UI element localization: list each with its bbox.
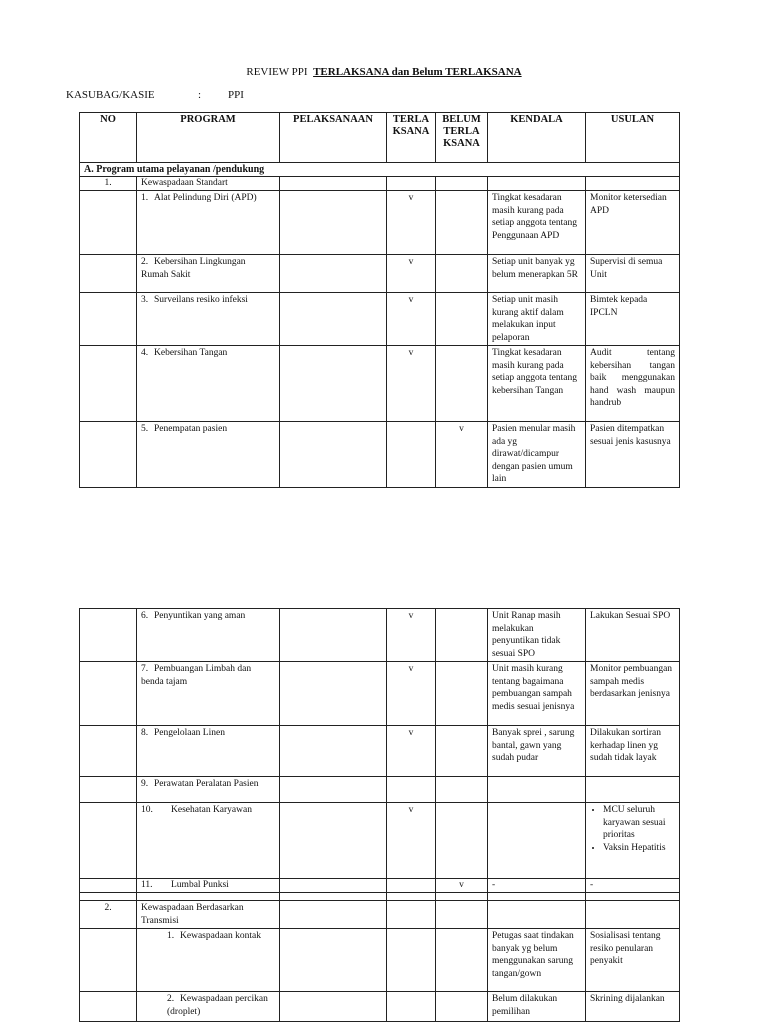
group1-no: 1. bbox=[80, 177, 137, 191]
row-program: Alat Pelindung Diri (APD) bbox=[154, 193, 257, 203]
row-terlaksana: v bbox=[387, 726, 436, 777]
row-kendala bbox=[488, 777, 586, 803]
row-program: Penyuntikan yang aman bbox=[154, 611, 246, 621]
table-row bbox=[80, 803, 680, 879]
row-program: Perawatan Peralatan Pasien bbox=[154, 779, 259, 789]
row-number: 1. bbox=[167, 931, 175, 941]
table-row bbox=[80, 879, 680, 893]
spacer-row bbox=[80, 893, 680, 901]
document-title bbox=[0, 66, 768, 78]
row-number: 1. bbox=[141, 193, 149, 203]
col-header-no: NO bbox=[80, 113, 137, 163]
row-program: Kebersihan Lingkungan Rumah Sakit bbox=[141, 257, 246, 280]
row-usulan bbox=[586, 777, 680, 803]
row-usulan: - bbox=[586, 879, 680, 893]
row-program: Pembuangan Limbah dan benda tajam bbox=[141, 664, 252, 687]
row-number: 2. bbox=[167, 994, 175, 1004]
table-row bbox=[80, 293, 680, 346]
usulan-bullet: • MCU seluruh karyawan sesuai prioritas bbox=[603, 804, 675, 842]
row-belum bbox=[436, 726, 488, 777]
row-terlaksana bbox=[387, 422, 436, 488]
row-terlaksana bbox=[387, 777, 436, 803]
row-kendala: Setiap unit banyak yg belum menerapkan 5R bbox=[488, 255, 586, 293]
group1-label: Kewaspadaan Standart bbox=[137, 177, 280, 191]
row-kendala: Unit Ranap masih melakukan penyuntikan tidak sesuai SPO bbox=[488, 609, 586, 662]
row-terlaksana: v bbox=[387, 609, 436, 662]
row-number: 11. bbox=[141, 880, 153, 890]
table-row bbox=[80, 929, 680, 992]
col-header-program: PROGRAM bbox=[137, 113, 280, 163]
row-number: 2. bbox=[141, 257, 149, 267]
row-program: Lumbal Punksi bbox=[171, 880, 229, 890]
row-kendala: Tingkat kesadaran masih kurang pada setiap anggota tentang kebersihan Tangan bbox=[488, 346, 586, 422]
kasubag-line bbox=[66, 89, 244, 101]
row-number: 5. bbox=[141, 424, 149, 434]
row-usulan: Lakukan Sesuai SPO bbox=[586, 609, 680, 662]
table-row bbox=[80, 255, 680, 293]
row-program: Kewaspadaan kontak bbox=[180, 931, 261, 941]
row-usulan-list bbox=[586, 803, 680, 879]
group2-label: Kewaspadaan Berdasarkan Transmisi bbox=[137, 901, 280, 929]
kasubag-label: KASUBAG/KASIE bbox=[66, 89, 155, 101]
row-terlaksana: v bbox=[387, 255, 436, 293]
row-belum bbox=[436, 609, 488, 662]
row-kendala: Setiap unit masih kurang aktif dalam melakukan input pelaporan bbox=[488, 293, 586, 346]
table-row bbox=[80, 346, 680, 422]
section-a-label: A. Program utama pelayanan /pendukung bbox=[80, 163, 680, 177]
row-kendala: Petugas saat tindakan banyak yg belum menggunakan sarung tangan/gown bbox=[488, 929, 586, 992]
row-terlaksana: v bbox=[387, 293, 436, 346]
row-terlaksana: v bbox=[387, 346, 436, 422]
row-belum: v bbox=[436, 422, 488, 488]
row-terlaksana: v bbox=[387, 803, 436, 879]
row-belum: v bbox=[436, 879, 488, 893]
row-number: 8. bbox=[141, 728, 149, 738]
row-kendala: Banyak sprei , sarung bantal, gawn yang sudah pudar bbox=[488, 726, 586, 777]
table-row bbox=[80, 777, 680, 803]
row-usulan: Supervisi di semua Unit bbox=[586, 255, 680, 293]
row-program: Penempatan pasien bbox=[154, 424, 228, 434]
row-number: 10. bbox=[141, 805, 153, 815]
row-usulan: Sosialisasi tentang resiko penularan penyakit bbox=[586, 929, 680, 992]
row-kendala: Unit masih kurang tentang bagaimana pembuangan sampah medis sesuai jenisnya bbox=[488, 662, 586, 726]
row-kendala: - bbox=[488, 879, 586, 893]
table-row bbox=[80, 609, 680, 662]
row-usulan: Audit tentang kebersihan tangan baik menggunakan hand wash maupun handrub bbox=[586, 346, 680, 422]
row-belum bbox=[436, 346, 488, 422]
row-terlaksana: v bbox=[387, 662, 436, 726]
group2-no: 2. bbox=[80, 901, 137, 929]
row-usulan: Skrining dijalankan bbox=[586, 992, 680, 1022]
row-usulan: Pasien ditempatkan sesuai jenis kasusnya bbox=[586, 422, 680, 488]
row-terlaksana: v bbox=[387, 191, 436, 255]
row-number: 3. bbox=[141, 295, 149, 305]
row-number: 9. bbox=[141, 779, 149, 789]
col-header-belum: BELUM TERLA KSANA bbox=[436, 113, 488, 163]
table-row bbox=[80, 422, 680, 488]
row-usulan: Monitor pembuangan sampah medis berdasarkan jenisnya bbox=[586, 662, 680, 726]
table-row bbox=[80, 726, 680, 777]
review-table-page2 bbox=[79, 608, 680, 1022]
table-row bbox=[80, 662, 680, 726]
col-header-kendala: KENDALA bbox=[488, 113, 586, 163]
row-number: 7. bbox=[141, 664, 149, 674]
col-header-pelaksanaan: PELAKSANAAN bbox=[280, 113, 387, 163]
section-a-row bbox=[80, 163, 680, 177]
review-table-page1 bbox=[79, 112, 680, 488]
row-program: Kewaspadaan percikan (droplet) bbox=[167, 994, 268, 1017]
row-kendala: Pasien menular masih ada yg dirawat/dicampur dengan pasien umum lain bbox=[488, 422, 586, 488]
row-usulan: Monitor ketersedian APD bbox=[586, 191, 680, 255]
row-program: Kebersihan Tangan bbox=[154, 348, 228, 358]
row-usulan: Dilakukan sortiran kerhadap linen yg sudah tidak layak bbox=[586, 726, 680, 777]
group1-row bbox=[80, 177, 680, 191]
row-belum bbox=[436, 255, 488, 293]
kasubag-colon: : bbox=[198, 89, 202, 101]
row-kendala: Tingkat kesadaran masih kurang pada setiap anggota tentang Penggunaan APD bbox=[488, 191, 586, 255]
group2-row bbox=[80, 901, 680, 929]
row-number: 4. bbox=[141, 348, 149, 358]
title-prefix: REVIEW PPI bbox=[246, 66, 308, 78]
table-row bbox=[80, 992, 680, 1022]
row-belum bbox=[436, 662, 488, 726]
usulan-bullet: • Vaksin Hepatitis bbox=[603, 842, 675, 855]
col-header-terlaksana: TERLA KSANA bbox=[387, 113, 436, 163]
row-program: Kesehatan Karyawan bbox=[171, 805, 252, 815]
row-belum bbox=[436, 191, 488, 255]
row-program: Pengelolaan Linen bbox=[154, 728, 225, 738]
kasubag-value: PPI bbox=[228, 89, 244, 101]
row-belum bbox=[436, 777, 488, 803]
row-belum bbox=[436, 293, 488, 346]
row-kendala: Belum dilakukan pemilihan bbox=[488, 992, 586, 1022]
table-row bbox=[80, 191, 680, 255]
title-main: TERLAKSANA dan Belum TERLAKSANA bbox=[313, 66, 522, 78]
col-header-usulan: USULAN bbox=[586, 113, 680, 163]
row-usulan: Bimtek kepada IPCLN bbox=[586, 293, 680, 346]
table-header-row bbox=[80, 113, 680, 163]
row-number: 6. bbox=[141, 611, 149, 621]
row-program: Surveilans resiko infeksi bbox=[154, 295, 248, 305]
